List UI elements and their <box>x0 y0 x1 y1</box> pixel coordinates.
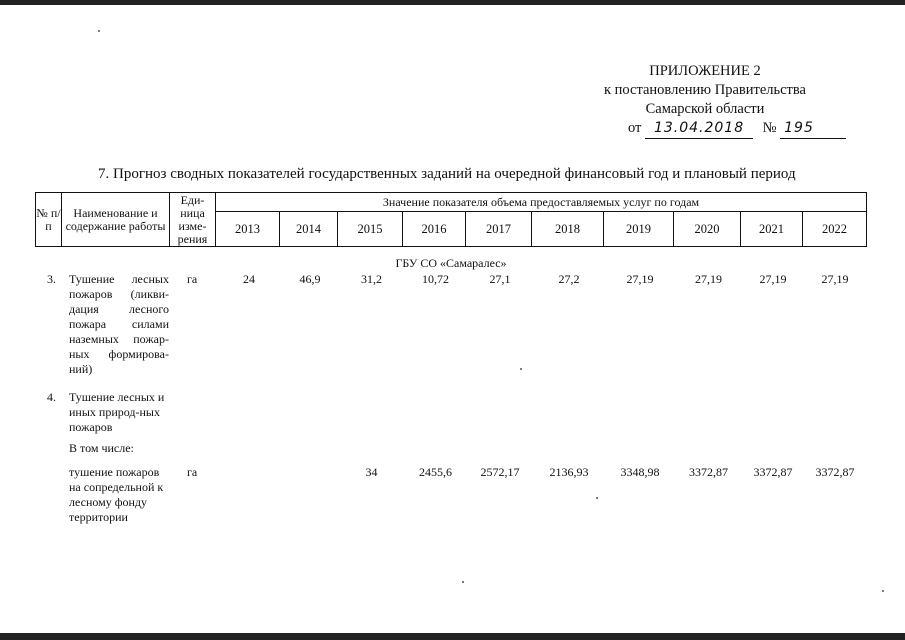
header-year: 2021 <box>741 212 803 247</box>
scan-speck <box>520 368 522 370</box>
header-year: 2018 <box>532 212 604 247</box>
row-number: 3. <box>47 272 56 286</box>
row-name: тушение пожаров на сопредельной к лесному фонду территории <box>69 465 164 524</box>
cell-value: 10,72 <box>422 272 449 286</box>
row-name: Тушение лесных и иных природ-ных пожаров <box>69 390 165 434</box>
appendix-line1: к постановлению Правительства <box>604 82 806 98</box>
cell-value: 27,2 <box>558 272 580 286</box>
cell-value: 27,19 <box>821 272 849 286</box>
cell-value: 2136,93 <box>549 465 589 479</box>
cell-value: 2455,6 <box>419 465 452 479</box>
header-year: 2016 <box>403 212 466 247</box>
header-year: 2020 <box>674 212 741 247</box>
appendix-title: ПРИЛОЖЕНИЕ 2 <box>649 63 761 79</box>
cell-value: 3348,98 <box>620 465 660 479</box>
cell-value: 27,19 <box>759 272 787 286</box>
scan-speck <box>98 30 100 32</box>
header-year: 2014 <box>280 212 338 247</box>
forecast-table-header <box>35 192 867 247</box>
cell-value: 3372,87 <box>815 465 855 479</box>
agency-name: ГБУ СО «Самаралес» <box>395 256 507 270</box>
header-year: 2017 <box>466 212 532 247</box>
date-prefix: от <box>628 120 642 136</box>
cell-value: 34 <box>365 465 378 479</box>
cell-value: 3372,87 <box>689 465 728 479</box>
header-year: 2019 <box>604 212 674 247</box>
row-unit: га <box>187 465 198 479</box>
header-unit: Еди- ница изме- рения <box>170 193 216 247</box>
header-year: 2013 <box>216 212 280 247</box>
section-title: 7. Прогноз сводных показателей государственных заданий на очередной финансовый год и плановый период <box>98 166 796 182</box>
header-values: Значение показателя объема предоставляемых услуг по годам <box>216 193 867 212</box>
header-year: 2022 <box>803 212 867 247</box>
appendix-date-row <box>560 119 850 139</box>
header-name: Наименование и содержание работы <box>62 193 170 247</box>
scan-speck <box>596 497 598 499</box>
row-unit: га <box>187 272 198 286</box>
cell-value: 3372,87 <box>753 465 793 479</box>
bottom-border <box>0 633 905 640</box>
top-border <box>0 0 905 5</box>
handwritten-number: 195 <box>780 119 846 139</box>
cell-value: 27,19 <box>695 272 722 286</box>
handwritten-date: 13.04.2018 <box>645 119 753 139</box>
cell-value: 27,19 <box>626 272 654 286</box>
number-prefix: № <box>762 120 777 136</box>
cell-value: 46,9 <box>299 272 321 286</box>
cell-value: 2572,17 <box>480 465 520 479</box>
scan-speck <box>882 590 884 592</box>
cell-value: 31,2 <box>361 272 382 286</box>
appendix-line2: Самарской области <box>645 101 765 117</box>
table-body <box>35 254 867 554</box>
row-name: В том числе: <box>69 441 134 455</box>
cell-value: 24 <box>243 272 255 286</box>
appendix-block <box>560 62 850 139</box>
row-number: 4. <box>47 390 56 404</box>
cell-value: 27,1 <box>489 272 511 286</box>
header-year: 2015 <box>338 212 403 247</box>
scan-speck <box>462 581 464 583</box>
row-name: Тушение лесных пожаров (ликви-дация лесного пожара силами наземных пожар-ных формирова-ний) <box>69 272 169 376</box>
header-num: № п/п <box>36 193 62 247</box>
